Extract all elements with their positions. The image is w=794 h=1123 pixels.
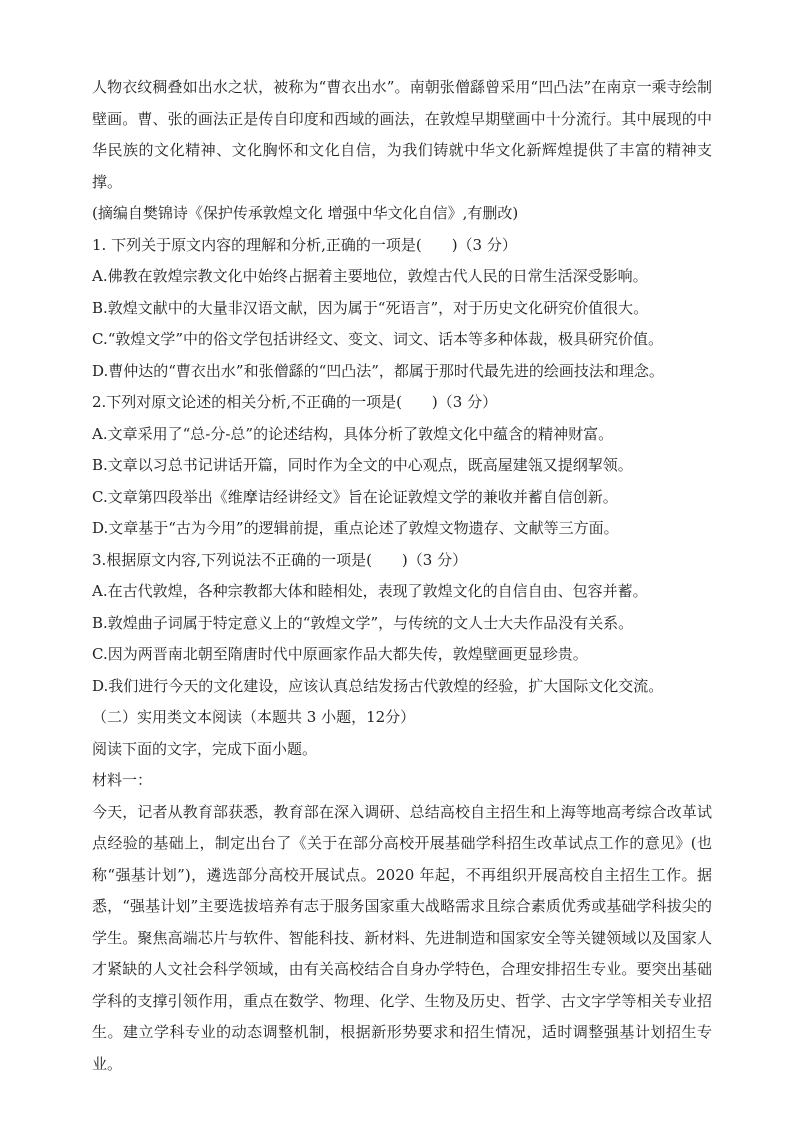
section-heading: （二）实用类文本阅读（本题共 3 小题，12分） <box>92 708 416 726</box>
material-label: 材料一： <box>92 771 153 789</box>
option-d: D.我们进行今天的文化建设，应该认真总结发扬古代敦煌的经验，扩大国际文化交流。 <box>92 676 664 695</box>
section-instruction: 阅读下面的文字，完成下面小题。 <box>92 739 318 758</box>
option-c: C.文章第四段举出《维摩诘经讲经文》旨在论证敦煌文学的兼收并蓄自信创新。 <box>92 487 618 506</box>
question-title: 2.下列对原文论述的相关分析,不正确的一项是( )（3 分） <box>92 393 498 411</box>
question-2 <box>92 387 712 545</box>
option-c: C.因为两晋南北朝至隋唐时代中原画家作品大都失传，敦煌壁画更显珍贵。 <box>92 645 588 663</box>
page-content <box>92 72 712 1080</box>
option-c: C.“敦煌文学”中的俗文学包括讲经文、变文、词文、话本等多种体裁，极具研究价值。 <box>92 330 664 348</box>
material-paragraph: 今天，记者从教育部获悉，教育部在深入调研、总结高校自主招生和上海等地高考综合改革试点经验的基础上，制定出台了《关于在部分高校开展基础学科招生改革试点工作的意见》(也称“强基计划”)，遴选部分高校开展试点。2020 年起，不再组织开展高校自主招生工作。据悉，“强基计划”主要选拔培养有志于服务国家重大战略需求且综合素质优秀或基础学科拔尖的学生。聚焦高端芯片与软件、智能科技、新材料、先进制造和国家安全等关键领域以及国家人才紧缺的人文社会科学领域，由有关高校结合自身办学特色，合理安排招生专业。要突出基础学科的支撑引领作用，重点在数学、物理、化学、生物及历史、哲学、古文字学等相关专业招生。建立学科专业的动态调整机制，根据新形势要求和招生情况，适时调整强基计划招生专业。 <box>92 802 712 1073</box>
option-b: B.文章以习总书记讲话开篇，同时作为全文的中心观点，既高屋建瓴又提纲挈领。 <box>92 456 633 474</box>
passage-paragraph: 人物衣纹稠叠如出水之状，被称为“曹衣出水”。南朝张僧繇曾采用“凹凸法”在南京一乘寺绘制壁画。曹、张的画法正是传自印度和西域的画法，在敦煌早期壁画中十分流行。其中展现的中华民族的文化精神、文化胸怀和文化自信，为我们铸就中华文化新辉煌提供了丰富的精神支撑。 <box>92 78 712 191</box>
question-title: 3.根据原文内容,下列说法不正确的一项是( )（3 分） <box>92 550 468 569</box>
question-1 <box>92 230 712 388</box>
question-title: 1. 下列关于原文内容的理解和分析,正确的一项是( )（3 分） <box>92 235 517 254</box>
option-b: B.敦煌曲子词属于特定意义上的“敦煌文学”，与传统的文人士大夫作品没有关系。 <box>92 613 634 632</box>
option-b: B.敦煌文献中的大量非汉语文献，因为属于“死语言”，对于历史文化研究价值很大。 <box>92 298 649 317</box>
option-d: D.曹仲达的“曹衣出水”和张僧繇的“凹凸法”，都属于那时代最先进的绘画技法和理念。 <box>92 361 664 380</box>
option-a: A.在古代敦煌，各种宗教都大体和睦相处，表现了敦煌文化的自信自由、包容并蓄。 <box>92 582 648 600</box>
option-d: D.文章基于“古为今用”的逻辑前提，重点论述了敦煌文物遗存、文献等三方面。 <box>92 519 619 537</box>
option-a: A.文章采用了“总-分-总”的论述结构，具体分析了敦煌文化中蕴含的精神财富。 <box>92 424 614 443</box>
passage-source: (摘编自樊锦诗《保护传承敦煌文化 增强中华文化自信》,有删改) <box>92 204 519 222</box>
option-a: A.佛教在敦煌宗教文化中始终占据着主要地位，敦煌古代人民的日常生活深受影响。 <box>92 267 648 285</box>
question-3 <box>92 545 712 703</box>
